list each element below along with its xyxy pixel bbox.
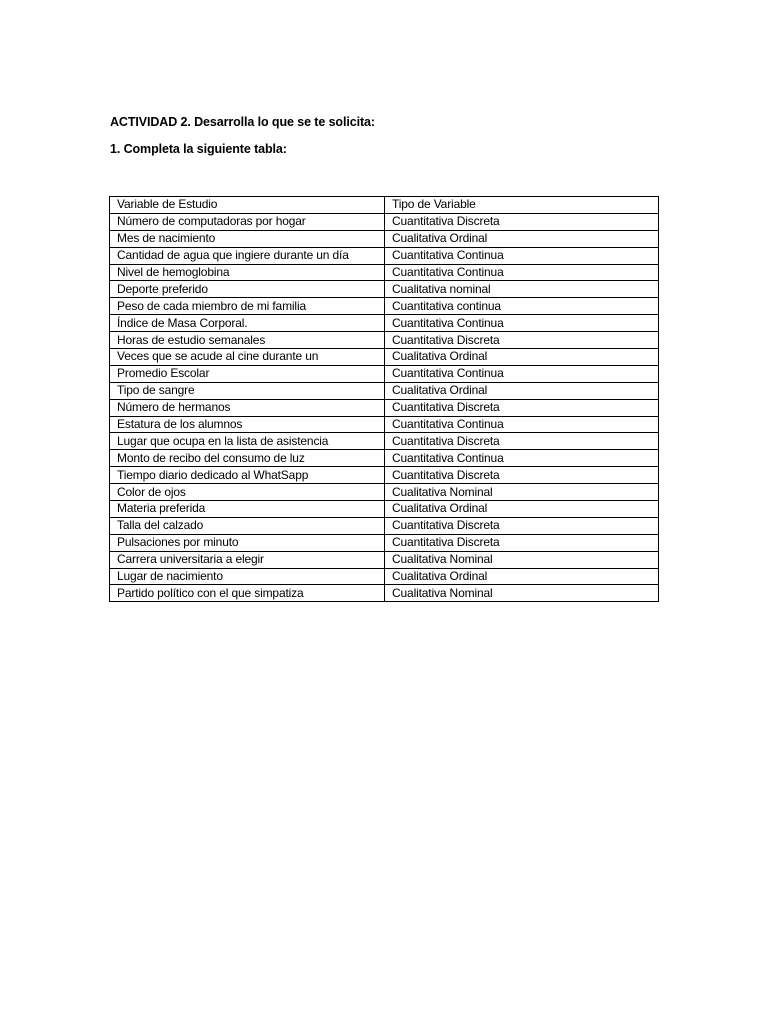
variable-cell: Peso de cada miembro de mi familia	[110, 298, 385, 315]
variable-cell: Deporte preferido	[110, 281, 385, 298]
variable-cell: Lugar que ocupa en la lista de asistencia	[110, 433, 385, 450]
table-row	[110, 450, 659, 467]
type-cell: Cuantitativa Continua	[385, 416, 659, 433]
variables-table	[109, 196, 659, 602]
variable-cell: Nivel de hemoglobina	[110, 264, 385, 281]
table-row	[110, 315, 659, 332]
activity-title: ACTIVIDAD 2. Desarrolla lo que se te solicita:	[110, 115, 375, 129]
table-row	[110, 213, 659, 230]
variable-cell: Pulsaciones por minuto	[110, 534, 385, 551]
variable-cell: Cantidad de agua que ingiere durante un día	[110, 247, 385, 264]
type-cell: Cualitativa Ordinal	[385, 568, 659, 585]
table-row	[110, 382, 659, 399]
type-cell: Cualitativa Ordinal	[385, 230, 659, 247]
variable-cell: Monto de recibo del consumo de luz	[110, 450, 385, 467]
variable-cell: Horas de estudio semanales	[110, 332, 385, 349]
variable-cell: Lugar de nacimiento	[110, 568, 385, 585]
table-row	[110, 264, 659, 281]
table-row	[110, 501, 659, 518]
type-cell: Cualitativa Ordinal	[385, 382, 659, 399]
instruction-text: 1. Completa la siguiente tabla:	[110, 142, 287, 156]
table-row	[110, 247, 659, 264]
type-cell: Cuantitativa Continua	[385, 247, 659, 264]
variable-cell: Número de hermanos	[110, 399, 385, 416]
type-cell: Cuantitativa Discreta	[385, 399, 659, 416]
table-row	[110, 484, 659, 501]
type-cell: Cuantitativa Discreta	[385, 332, 659, 349]
table-row	[110, 349, 659, 366]
type-cell: Cualitativa Nominal	[385, 585, 659, 602]
table-row	[110, 298, 659, 315]
type-cell: Cuantitativa Discreta	[385, 467, 659, 484]
table-row	[110, 433, 659, 450]
table-row	[110, 551, 659, 568]
variable-cell: Veces que se acude al cine durante un	[110, 349, 385, 366]
header-variable: Variable de Estudio	[110, 197, 385, 214]
table-row	[110, 399, 659, 416]
variable-cell: Promedio Escolar	[110, 365, 385, 382]
table-row	[110, 332, 659, 349]
type-cell: Cuantitativa Continua	[385, 365, 659, 382]
type-cell: Cuantitativa Continua	[385, 315, 659, 332]
variable-cell: Talla del calzado	[110, 517, 385, 534]
variable-cell: Carrera universitaria a elegir	[110, 551, 385, 568]
table-header-row	[110, 197, 659, 214]
type-cell: Cualitativa Ordinal	[385, 349, 659, 366]
table-row	[110, 281, 659, 298]
variable-cell: Estatura de los alumnos	[110, 416, 385, 433]
type-cell: Cuantitativa Discreta	[385, 213, 659, 230]
type-cell: Cuantitativa Continua	[385, 264, 659, 281]
table-row	[110, 517, 659, 534]
type-cell: Cualitativa Nominal	[385, 484, 659, 501]
variable-cell: Tiempo diario dedicado al WhatSapp	[110, 467, 385, 484]
variable-cell: Materia preferida	[110, 501, 385, 518]
type-cell: Cuantitativa Discreta	[385, 433, 659, 450]
table-row	[110, 416, 659, 433]
type-cell: Cualitativa Nominal	[385, 551, 659, 568]
table-row	[110, 365, 659, 382]
type-cell: Cualitativa Ordinal	[385, 501, 659, 518]
variable-cell: Color de ojos	[110, 484, 385, 501]
variable-cell: Número de computadoras por hogar	[110, 213, 385, 230]
variable-cell: Mes de nacimiento	[110, 230, 385, 247]
table-row	[110, 585, 659, 602]
table-row	[110, 230, 659, 247]
variable-cell: Partido político con el que simpatiza	[110, 585, 385, 602]
variable-cell: Índice de Masa Corporal.	[110, 315, 385, 332]
table-row	[110, 467, 659, 484]
table-row	[110, 534, 659, 551]
header-type: Tipo de Variable	[385, 197, 659, 214]
variable-cell: Tipo de sangre	[110, 382, 385, 399]
table-row	[110, 568, 659, 585]
type-cell: Cualitativa nominal	[385, 281, 659, 298]
type-cell: Cuantitativa Discreta	[385, 517, 659, 534]
type-cell: Cuantitativa Continua	[385, 450, 659, 467]
type-cell: Cuantitativa Discreta	[385, 534, 659, 551]
type-cell: Cuantitativa continua	[385, 298, 659, 315]
